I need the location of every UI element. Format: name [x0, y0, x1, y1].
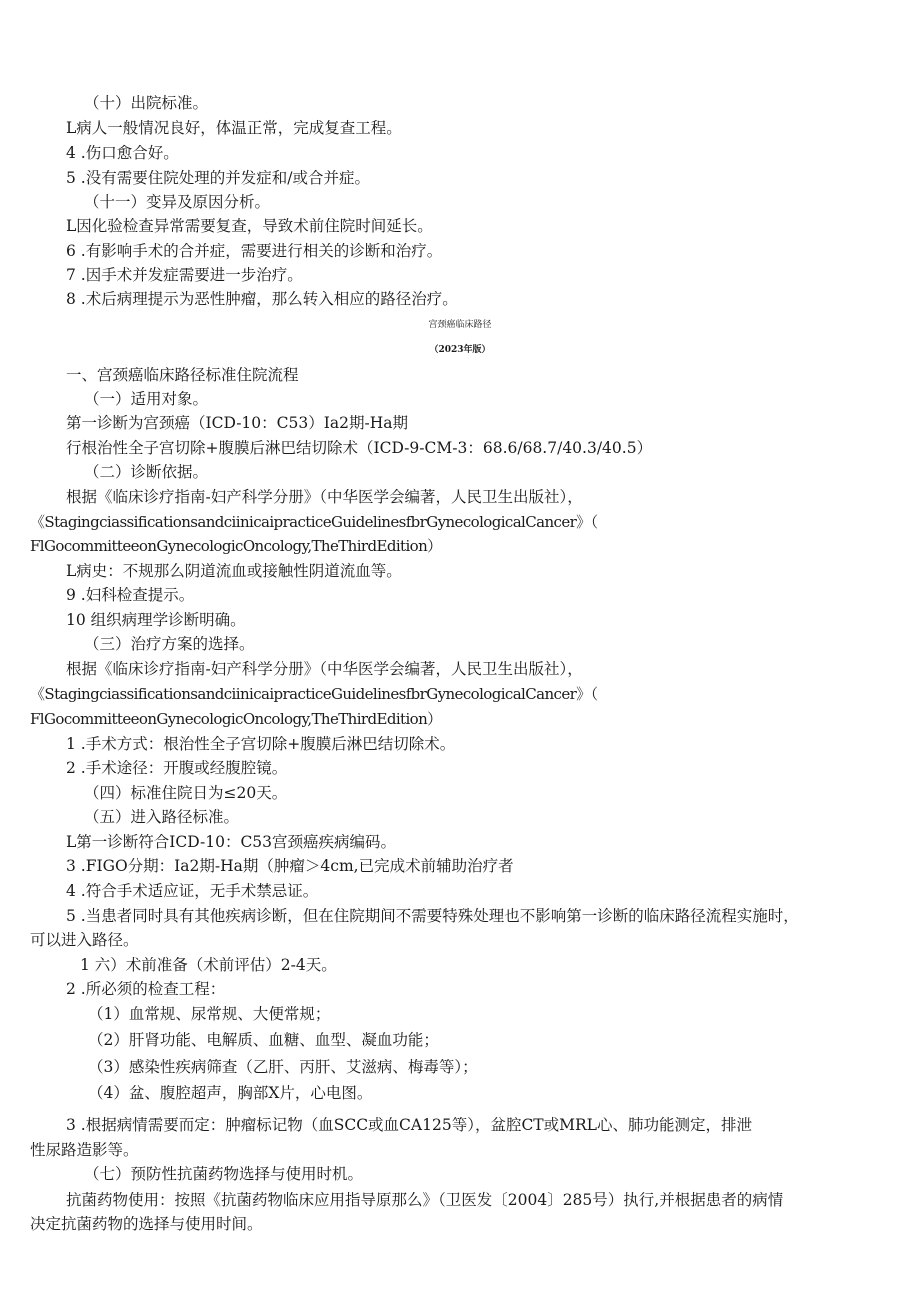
subsection-heading: （四）标准住院日为≤20天。: [84, 784, 288, 802]
text-line: L第一诊断符合ICD-10：C53宫颈癌疾病编码。: [66, 833, 397, 851]
text-line: 4 .伤口愈合好。: [66, 144, 179, 162]
section-heading-discharge: （十）出院标准。: [84, 94, 209, 112]
subsection-heading: （二）诊断依据。: [84, 463, 209, 481]
subsection-heading: （七）预防性抗菌药物选择与使用时机。: [84, 1165, 364, 1183]
text-line: 抗菌药物使用：按照《抗菌药物临床应用指导原那么》（卫医发〔2004〕285号）执行,并根据患者的病情: [66, 1191, 784, 1209]
text-line: 根据《临床诊疗指南-妇产科学分册》（中华医学会编著，人民卫生出版社），: [66, 488, 583, 506]
list-item: （2）肝肾功能、电解质、血糖、血型、凝血功能；: [88, 1031, 439, 1049]
list-item: （4）盆、腹腔超声，胸部X片，心电图。: [88, 1084, 373, 1102]
document-subtitle: （2023年版）: [429, 345, 491, 355]
text-line: 7 .因手术并发症需要进一步治疗。: [66, 266, 303, 284]
section-heading-variation: （十一）变异及原因分析。: [84, 193, 271, 211]
text-line: 3 .FIGO分期：Ia2期-Ha期（肿瘤＞4cm,已完成术前辅助治疗者: [66, 857, 514, 875]
text-line-reference: 《StagingciassificationsandciinicaipracticeGuidelinesfbrGynecologicalCancer》（: [30, 685, 598, 703]
text-line: L病人一般情况良好，体温正常，完成复查工程。: [66, 119, 402, 137]
text-line: 可以进入路径。: [30, 931, 139, 949]
subsection-heading: 1 六）术前准备（术前评估）2-4天。: [80, 956, 337, 974]
document-title: 宫颈癌临床路径: [428, 320, 492, 330]
text-line: 3 .根据病情需要而定：肿瘤标记物（血SCC或血CA125等），盆腔CT或MRL心、肺功能测定，排泄: [66, 1116, 752, 1134]
text-line: 9 .妇科检查提示。: [66, 586, 195, 604]
text-line-reference: 《StagingciassificationsandciinicaipracticeGuidelinesfbrGynecologicalCancer》（: [30, 513, 598, 531]
text-line: 10 组织病理学诊断明确。: [66, 611, 246, 629]
text-line: 6 .有影响手术的合并症，需要进行相关的诊断和治疗。: [66, 242, 443, 260]
text-line: 行根治性全子宫切除+腹膜后淋巴结切除术（ICD-9-CM-3：68.6/68.7/40.3/40.5）: [66, 439, 653, 457]
section-heading: 一、宫颈癌临床路径标准住院流程: [66, 366, 299, 384]
text-line: L病史：不规那么阴道流血或接触性阴道流血等。: [66, 562, 402, 580]
text-line: 1 .手术方式：根治性全子宫切除+腹膜后淋巴结切除术。: [66, 735, 456, 753]
text-line: 性尿路造影等。: [30, 1141, 139, 1159]
text-line: 5 .当患者同时具有其他疾病诊断，但在住院期间不需要特殊处理也不影响第一诊断的临床路径流程实施时，: [66, 907, 799, 925]
list-item: （3）感染性疾病筛查（乙肝、丙肝、艾滋病、梅毒等）；: [88, 1058, 478, 1076]
text-line: 第一诊断为宫颈癌（ICD-10：C53）Ia2期-Ha期: [66, 414, 408, 432]
subsection-heading: （一）适用对象。: [84, 390, 209, 408]
text-line: L因化验检查异常需要复查，导致术前住院时间延长。: [66, 217, 433, 235]
list-item: （1）血常规、尿常规、大便常规；: [88, 1005, 331, 1023]
text-line: 5 .没有需要住院处理的并发症和/或合并症。: [66, 169, 370, 187]
text-line: 根据《临床诊疗指南-妇产科学分册》（中华医学会编著，人民卫生出版社），: [66, 660, 583, 678]
text-line: 4 .符合手术适应证，无手术禁忌证。: [66, 882, 319, 900]
text-line-reference: FlGocommitteeonGynecologicOncology,TheThirdEdition）: [30, 710, 442, 728]
text-line: 2 .手术途径：开腹或经腹腔镜。: [66, 759, 288, 777]
text-line-reference: FlGocommitteeonGynecologicOncology,TheThirdEdition）: [30, 537, 442, 555]
subsection-heading: （五）进入路径标准。: [84, 808, 240, 826]
text-line: 2 .所必须的检查工程：: [66, 980, 226, 998]
subsection-heading: （三）治疗方案的选择。: [84, 635, 255, 653]
text-line: 8 .术后病理提示为恶性肿瘤，那么转入相应的路径治疗。: [66, 290, 458, 308]
text-line: 决定抗菌药物的选择与使用时间。: [30, 1215, 263, 1233]
